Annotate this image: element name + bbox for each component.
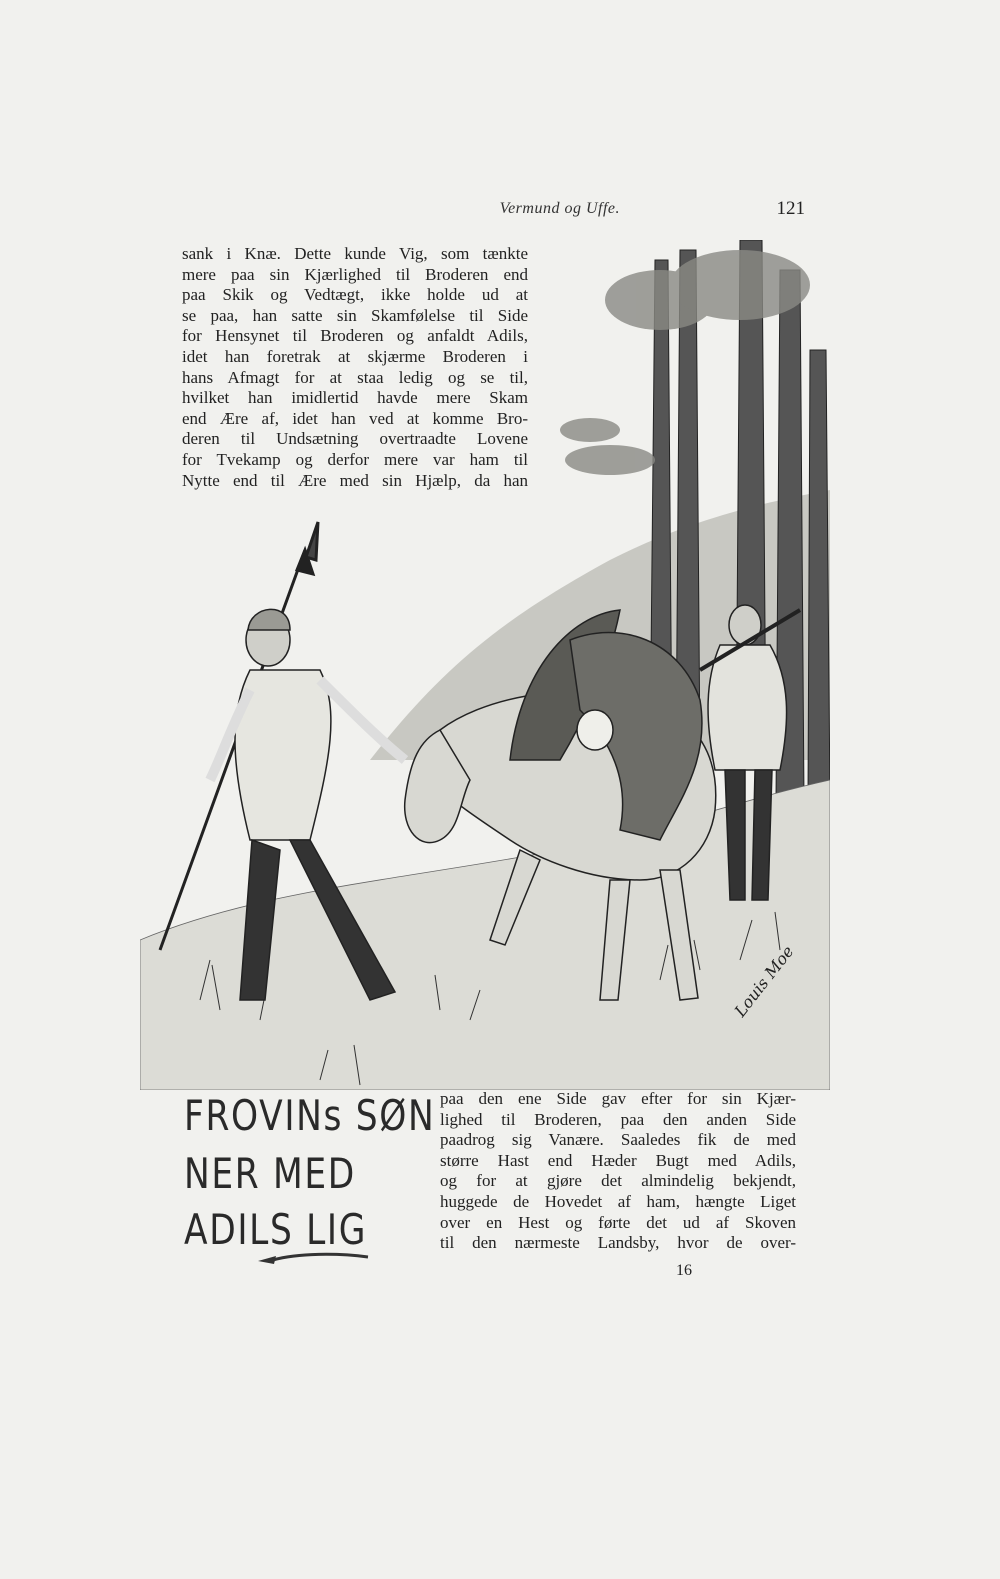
caption-line: NER MED xyxy=(184,1149,356,1198)
text-line: idet han foretrak at skjærme Broderen i xyxy=(182,346,528,366)
text-line: mere paa sin Kjærlighed til Broderen end xyxy=(182,264,528,284)
text-line: paa den ene Side gav efter for sin Kjær- xyxy=(440,1089,796,1108)
caption-art xyxy=(178,1085,436,1270)
text-line: lighed til Broderen, paa den anden Side xyxy=(440,1109,796,1129)
text-block-top xyxy=(182,244,528,491)
text-line: huggede de Hovedet af ham, hængte Liget xyxy=(440,1191,796,1211)
text-line: paadrog sig Vanære. Saaledes fik de med xyxy=(440,1130,796,1150)
signature-mark: 16 xyxy=(676,1262,692,1279)
page-number: 121 xyxy=(776,198,805,219)
text-line: se paa, han satte sin Skamfølelse til Side xyxy=(182,305,528,325)
text-line: end Ære af, idet han ved at komme Bro- xyxy=(182,408,528,428)
text-line: for Tvekamp og derfor mere var ham til xyxy=(182,449,528,469)
text-line: større Hast end Hæder Bugt med Adils, xyxy=(440,1150,796,1170)
text-line: og for at gjøre det almindelig bekjendt, xyxy=(440,1171,796,1191)
text-line: deren til Undsætning overtraadte Lovene xyxy=(182,429,528,449)
caption-line: FROVINs SØN xyxy=(184,1091,436,1140)
text-line: Nytte end til Ære med sin Hjælp, da han xyxy=(182,470,528,490)
text-line: hvilket han imidlertid havde mere Skam xyxy=(182,388,528,408)
text-line: til den nærmeste Landsby, hvor de over- xyxy=(440,1233,796,1253)
text-line: hans Afmagt for at staa ledig og se til, xyxy=(182,367,528,387)
text-line: for Hensynet til Broderen og anfaldt Adils, xyxy=(182,326,528,346)
text-line: paa Skik og Vedtægt, ikke holde ud at xyxy=(182,285,528,305)
text-line: over en Hest og førte det ud af Skoven xyxy=(440,1212,796,1232)
text-block-bottom xyxy=(440,1089,796,1254)
running-header: Vermund og Uffe. xyxy=(499,200,620,217)
caption-line: ADILS LIG xyxy=(184,1205,368,1254)
text-line: sank i Knæ. Dette kunde Vig, som tænkte xyxy=(182,244,528,263)
artist-signature: Louis Moe xyxy=(730,942,798,1021)
